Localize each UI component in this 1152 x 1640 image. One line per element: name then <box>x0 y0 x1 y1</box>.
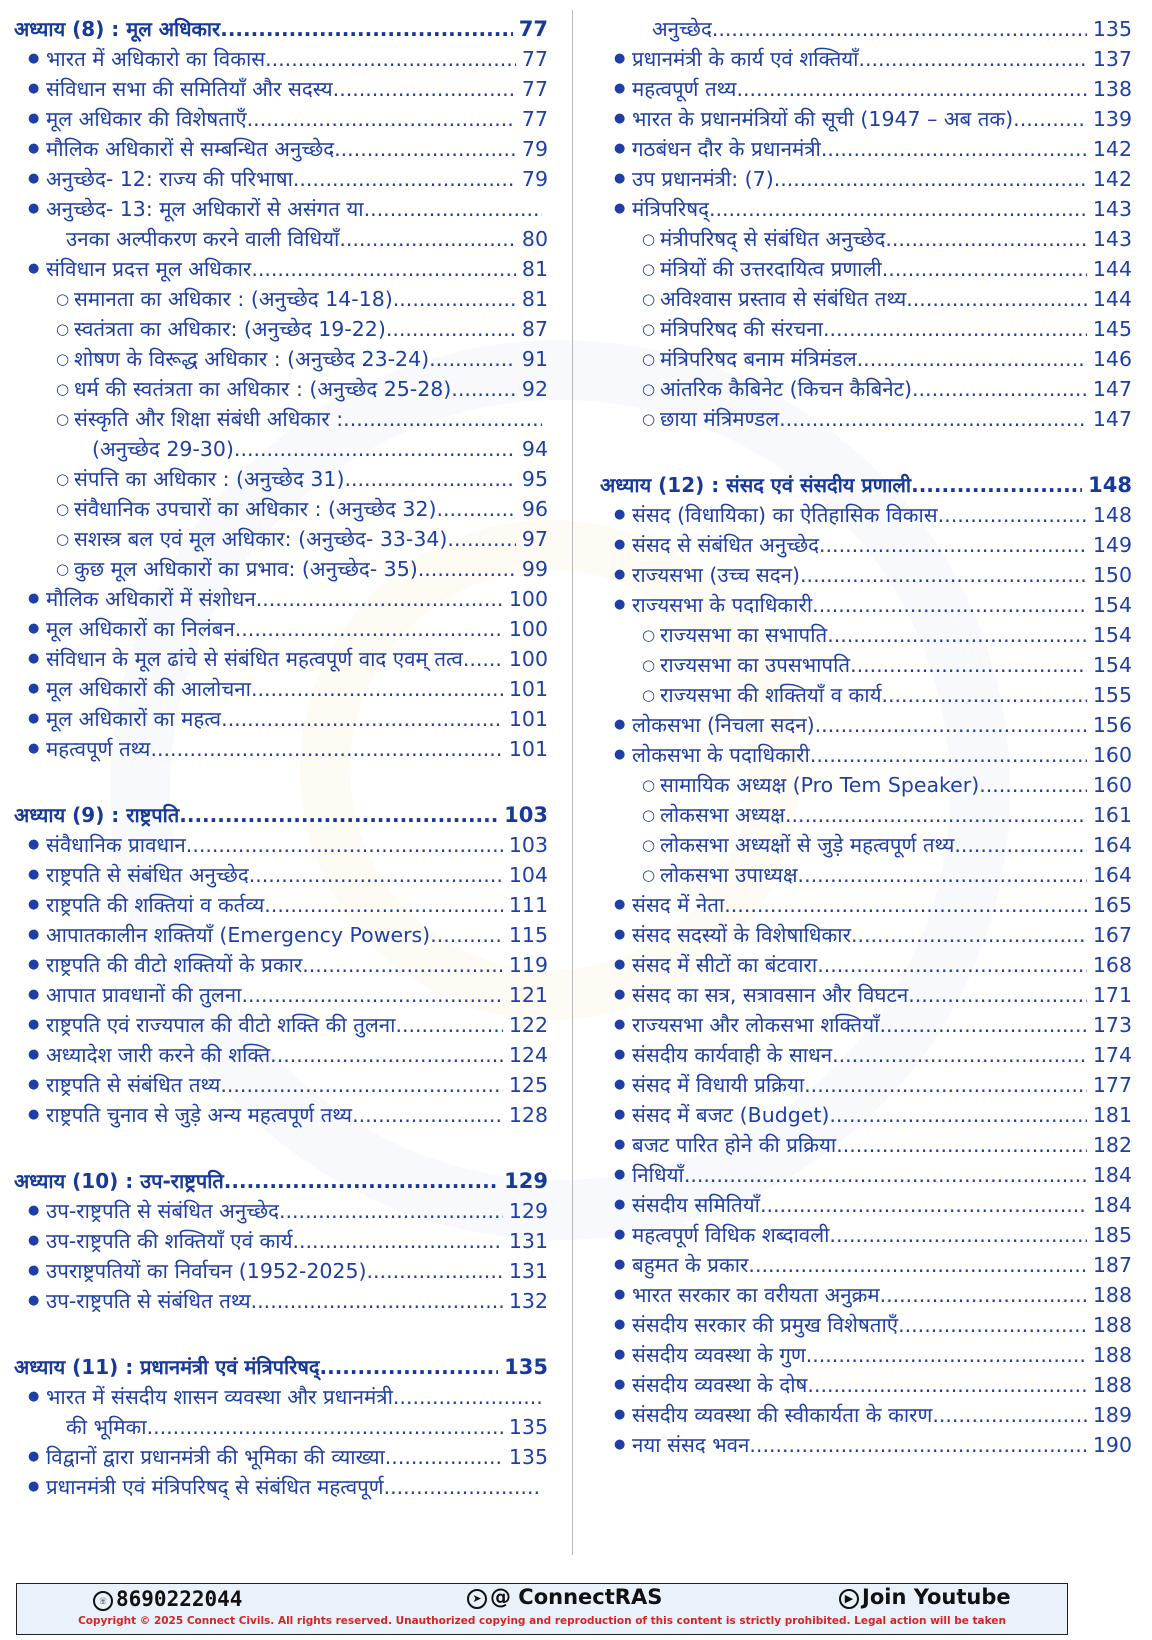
footer-bar <box>16 1583 1068 1635</box>
page-number: 187 <box>1092 1253 1132 1277</box>
page-number: 91 <box>521 347 548 371</box>
toc-entry[interactable] <box>14 614 548 644</box>
entry-title: ● महत्वपूर्ण विधिक शब्दावली ..... <box>632 1220 1087 1250</box>
page-number: 142 <box>1092 167 1132 191</box>
entry-title: ● राज्यसभा (उच्च सदन) ..... <box>632 560 1087 590</box>
page-number: 150 <box>1092 563 1132 587</box>
entry-title: ○ लोकसभा अध्यक्षों से जुड़े महत्वपूर्ण तथ्य ..... <box>660 830 1087 860</box>
entry-title: ○ सशस्त्र बल एवं मूल अधिकार: (अनुच्छेद- 33-34) ..... <box>74 524 516 554</box>
toc-entry[interactable] <box>600 164 1132 194</box>
toc-subentry[interactable] <box>14 404 548 434</box>
column-divider <box>572 10 573 1555</box>
page-number: 149 <box>1092 533 1132 557</box>
entry-title: ● संसदीय कार्यवाही के साधन ..... <box>632 1040 1087 1070</box>
toc-entry[interactable] <box>600 920 1132 950</box>
toc-entry[interactable] <box>600 1310 1132 1340</box>
section-gap <box>600 434 1132 470</box>
chapter-heading[interactable] <box>14 1166 548 1196</box>
toc-entry[interactable] <box>600 1370 1132 1400</box>
page-number: 184 <box>1092 1193 1132 1217</box>
toc-entry[interactable] <box>14 1196 548 1226</box>
entry-title: ● प्रधानमंत्री के कार्य एवं शक्तियाँ ..... <box>632 44 1087 74</box>
page-number: 190 <box>1092 1433 1132 1457</box>
toc-subentry[interactable] <box>600 770 1132 800</box>
page-number: 101 <box>508 707 548 731</box>
toc-entry[interactable] <box>14 980 548 1010</box>
entry-title: ○ राज्यसभा का सभापति ..... <box>660 620 1087 650</box>
page-number: 147 <box>1092 407 1132 431</box>
page-number: 154 <box>1092 653 1132 677</box>
entry-title: ● मूल अधिकारों का निलंबन ..... <box>46 614 503 644</box>
entry-title: ● उप-राष्ट्रपति से संबंधित अनुच्छेद ..... <box>46 1196 503 1226</box>
entry-title: ● उप-राष्ट्रपति से संबंधित तथ्य ..... <box>46 1286 503 1316</box>
page-number: 121 <box>508 983 548 1007</box>
toc-entry[interactable] <box>14 1100 548 1130</box>
toc-entry[interactable] <box>600 590 1132 620</box>
page-number: 155 <box>1092 683 1132 707</box>
toc-entry[interactable] <box>14 1256 548 1286</box>
section-gap <box>14 1316 548 1352</box>
entry-title: ● प्रधानमंत्री एवं मंत्रिपरिषद् से संबंधित महत्वपूर्ण ..... <box>46 1472 542 1502</box>
page-number: 79 <box>521 137 548 161</box>
entry-title: ● मूल अधिकार की विशेषताएँ ..... <box>46 104 516 134</box>
page-number: 148 <box>1088 473 1132 497</box>
footer-phone[interactable] <box>93 1587 242 1611</box>
page-number: 103 <box>504 803 548 827</box>
page-number: 167 <box>1092 923 1132 947</box>
entry-title: ○ धर्म की स्वतंत्रता का अधिकार : (अनुच्छेद 25-28) ..... <box>74 374 516 404</box>
toc-right-column <box>600 14 1132 1460</box>
entry-title: अध्याय (11) : प्रधानमंत्री एवं मंत्रिपरिषद् ..... <box>14 1352 498 1382</box>
page-number: 161 <box>1092 803 1132 827</box>
page-number: 77 <box>521 47 548 71</box>
toc-entry[interactable] <box>14 194 548 224</box>
copyright-notice: Copyright © 2025 Connect Civils. All rights reserved. Unauthorized copying and reproduction of this content is strictly prohibited. Legal action will be taken <box>78 1615 1006 1627</box>
page-number: 188 <box>1092 1313 1132 1337</box>
entry-title: ○ समानता का अधिकार : (अनुच्छेद 14-18) ..... <box>74 284 516 314</box>
page-number: 97 <box>521 527 548 551</box>
toc-subentry[interactable] <box>600 374 1132 404</box>
entry-title: ● बहुमत के प्रकार ..... <box>632 1250 1087 1280</box>
entry-title: ● उप-राष्ट्रपति की शक्तियाँ एवं कार्य ..... <box>46 1226 503 1256</box>
page-number: 164 <box>1092 833 1132 857</box>
entry-title: अध्याय (9) : राष्ट्रपति ..... <box>14 800 498 830</box>
youtube-icon: ▶ <box>839 1589 859 1609</box>
page-number: 160 <box>1092 773 1132 797</box>
entry-title: ● अध्यादेश जारी करने की शक्ति ..... <box>46 1040 503 1070</box>
page-number: 135 <box>508 1415 548 1439</box>
page-number: 125 <box>508 1073 548 1097</box>
toc-entry[interactable] <box>600 1070 1132 1100</box>
toc-subentry[interactable] <box>14 284 548 314</box>
toc-subentry[interactable] <box>14 314 548 344</box>
entry-title: ○ मंत्रियों की उत्तरदायित्व प्रणाली ..... <box>660 254 1087 284</box>
entry-title: ○ मंत्रिपरिषद बनाम मंत्रिमंडल ..... <box>660 344 1087 374</box>
toc-entry[interactable] <box>14 1040 548 1070</box>
page-number: 135 <box>1092 17 1132 41</box>
entry-title: ● राज्यसभा के पदाधिकारी ..... <box>632 590 1087 620</box>
entry-title: उनका अल्पीकरण करने वाली विधियाँ ..... <box>66 224 516 254</box>
toc-subentry[interactable] <box>14 374 548 404</box>
footer-youtube[interactable] <box>839 1585 1011 1609</box>
telegram-icon: ➤ <box>467 1589 487 1609</box>
entry-title: ○ शोषण के विरूद्ध अधिकार : (अनुच्छेद 23-24) ..... <box>74 344 516 374</box>
page-number: 131 <box>508 1229 548 1253</box>
page-number: 177 <box>1092 1073 1132 1097</box>
page-number: 189 <box>1092 1403 1132 1427</box>
page-number: 92 <box>521 377 548 401</box>
entry-title: ● भारत के प्रधानमंत्रियों की सूची (1947 – अब तक) ..... <box>632 104 1087 134</box>
phone-icon: ☏ <box>93 1591 113 1611</box>
entry-title: ○ छाया मंत्रिमण्डल ..... <box>660 404 1087 434</box>
chapter-heading[interactable] <box>14 14 548 44</box>
toc-subentry[interactable] <box>600 284 1132 314</box>
page-number: 173 <box>1092 1013 1132 1037</box>
page-number: 156 <box>1092 713 1132 737</box>
page-number: 100 <box>508 587 548 611</box>
entry-title: ● संसदीय व्यवस्था की स्वीकार्यता के कारण ..... <box>632 1400 1087 1430</box>
page-number: 154 <box>1092 623 1132 647</box>
page-number: 100 <box>508 617 548 641</box>
toc-entry[interactable] <box>14 44 548 74</box>
entry-title: अध्याय (10) : उप-राष्ट्रपति ..... <box>14 1166 498 1196</box>
toc-entry[interactable] <box>14 104 548 134</box>
toc-entry[interactable] <box>600 530 1132 560</box>
page-number: 80 <box>521 227 548 251</box>
entry-title: ○ मंत्रीपरिषद् से संबंधित अनुच्छेद ..... <box>660 224 1087 254</box>
toc-subentry[interactable] <box>600 224 1132 254</box>
page-number: 101 <box>508 677 548 701</box>
toc-subentry[interactable] <box>600 830 1132 860</box>
toc-entry[interactable] <box>600 1130 1132 1160</box>
toc-entry[interactable] <box>14 1472 548 1502</box>
entry-title: ● संवैधानिक प्रावधान ..... <box>46 830 503 860</box>
page-number: 188 <box>1092 1343 1132 1367</box>
toc-entry[interactable] <box>14 74 548 104</box>
toc-entry-continuation[interactable] <box>14 1412 548 1442</box>
toc-entry[interactable] <box>14 1286 548 1316</box>
page-number: 185 <box>1092 1223 1132 1247</box>
entry-title: ● बजट पारित होने की प्रक्रिया ..... <box>632 1130 1087 1160</box>
toc-subentry-continuation[interactable] <box>14 434 548 464</box>
toc-entry[interactable] <box>14 1010 548 1040</box>
page-number: 138 <box>1092 77 1132 101</box>
entry-title: ○ लोकसभा अध्यक्ष ..... <box>660 800 1087 830</box>
page-number: 94 <box>521 437 548 461</box>
page-number: 100 <box>508 647 548 671</box>
toc-entry[interactable] <box>600 980 1132 1010</box>
toc-subentry[interactable] <box>600 650 1132 680</box>
entry-title: ● लोकसभा के पदाधिकारी ..... <box>632 740 1087 770</box>
toc-entry[interactable] <box>14 164 548 194</box>
entry-title: ● संसद में नेता ..... <box>632 890 1087 920</box>
toc-subentry[interactable] <box>600 254 1132 284</box>
toc-entry[interactable] <box>14 890 548 920</box>
toc-entry[interactable] <box>600 74 1132 104</box>
page-number: 148 <box>1092 503 1132 527</box>
page-number: 122 <box>508 1013 548 1037</box>
entry-title: ○ कुछ मूल अधिकारों का प्रभाव: (अनुच्छेद- 35) ..... <box>74 554 516 584</box>
entry-title: ● गठबंधन दौर के प्रधानमंत्री ..... <box>632 134 1087 164</box>
toc-entry[interactable] <box>600 1010 1132 1040</box>
toc-subentry[interactable] <box>600 344 1132 374</box>
page-number: 81 <box>521 287 548 311</box>
entry-title: ● राष्ट्रपति एवं राज्यपाल की वीटो शक्ति की तुलना ..... <box>46 1010 503 1040</box>
toc-entry[interactable] <box>14 644 548 674</box>
entry-title: ● उप प्रधानमंत्री: (7) ..... <box>632 164 1087 194</box>
entry-title: ○ संस्कृति और शिक्षा संबंधी अधिकार : ..... <box>74 404 542 434</box>
toc-entry[interactable] <box>600 104 1132 134</box>
entry-title: ● राष्ट्रपति से संबंधित तथ्य ..... <box>46 1070 503 1100</box>
entry-title: ● संसद से संबंधित अनुच्छेद ..... <box>632 530 1087 560</box>
toc-entry[interactable] <box>600 1190 1132 1220</box>
entry-title: ● राष्ट्रपति चुनाव से जुड़े अन्य महत्वपूर्ण तथ्य ..... <box>46 1100 503 1130</box>
entry-title: अध्याय (12) : संसद एवं संसदीय प्रणाली ..... <box>600 470 1082 500</box>
toc-entry[interactable] <box>600 1100 1132 1130</box>
toc-entry[interactable] <box>14 950 548 980</box>
page-number: 188 <box>1092 1283 1132 1307</box>
toc-entry[interactable] <box>600 134 1132 164</box>
toc-entry[interactable] <box>600 194 1132 224</box>
page-number: 131 <box>508 1259 548 1283</box>
page-number: 182 <box>1092 1133 1132 1157</box>
entry-title: ● निधियाँ ..... <box>632 1160 1087 1190</box>
toc-entry[interactable] <box>600 1340 1132 1370</box>
page-number: 87 <box>521 317 548 341</box>
entry-title: ○ संवैधानिक उपचारों का अधिकार : (अनुच्छेद 32) ..... <box>74 494 516 524</box>
page-number: 143 <box>1092 197 1132 221</box>
entry-title: ● संसद में बजट (Budget) ..... <box>632 1100 1087 1130</box>
entry-title: (अनुच्छेद 29-30) ..... <box>92 434 516 464</box>
entry-title: ● राष्ट्रपति की शक्तियां व कर्तव्य ..... <box>46 890 503 920</box>
page-number: 115 <box>508 923 548 947</box>
toc-entry[interactable] <box>14 704 548 734</box>
page-number: 145 <box>1092 317 1132 341</box>
page-number: 104 <box>508 863 548 887</box>
entry-title: ● अनुच्छेद- 13: मूल अधिकारों से असंगत या ..... <box>46 194 542 224</box>
toc-entry[interactable] <box>14 830 548 860</box>
toc-subentry[interactable] <box>14 554 548 584</box>
page-number: 129 <box>504 1169 548 1193</box>
page-number: 164 <box>1092 863 1132 887</box>
toc-entry[interactable] <box>600 1400 1132 1430</box>
toc-entry[interactable] <box>600 1220 1132 1250</box>
page-number: 154 <box>1092 593 1132 617</box>
section-gap <box>14 764 548 800</box>
toc-entry[interactable] <box>600 1040 1132 1070</box>
page-number: 132 <box>508 1289 548 1313</box>
section-gap <box>14 1130 548 1166</box>
entry-title: ○ अविश्वास प्रस्ताव से संबंधित तथ्य ..... <box>660 284 1087 314</box>
toc-subentry[interactable] <box>14 494 548 524</box>
toc-subentry[interactable] <box>14 344 548 374</box>
page-number: 188 <box>1092 1373 1132 1397</box>
toc-entry[interactable] <box>14 1382 548 1412</box>
chapter-heading[interactable] <box>14 1352 548 1382</box>
toc-entry[interactable] <box>14 1070 548 1100</box>
chapter-heading[interactable] <box>600 470 1132 500</box>
page-number: 142 <box>1092 137 1132 161</box>
entry-title: ● मूल अधिकारों की आलोचना ..... <box>46 674 503 704</box>
entry-title: ● संसद का सत्र, सत्रावसान और विघटन ..... <box>632 980 1087 1010</box>
entry-title: ● मौलिक अधिकारों में संशोधन ..... <box>46 584 503 614</box>
page-number: 96 <box>521 497 548 521</box>
entry-title: ● राज्यसभा और लोकसभा शक्तियाँ ..... <box>632 1010 1087 1040</box>
entry-title: ○ आंतरिक कैबिनेट (किचन कैबिनेट) ..... <box>660 374 1087 404</box>
toc-entry[interactable] <box>600 740 1132 770</box>
toc-entry[interactable] <box>14 254 548 284</box>
entry-title: ● भारत सरकार का वरीयता अनुक्रम ..... <box>632 1280 1087 1310</box>
toc-subentry[interactable] <box>600 314 1132 344</box>
entry-title: ● नया संसद भवन ..... <box>632 1430 1087 1460</box>
toc-entry[interactable] <box>600 500 1132 530</box>
entry-title: ● संसद में सीटों का बंटवारा ..... <box>632 950 1087 980</box>
toc-entry[interactable] <box>14 674 548 704</box>
page-number: 165 <box>1092 893 1132 917</box>
footer-telegram[interactable] <box>467 1585 662 1609</box>
entry-title: ○ स्वतंत्रता का अधिकार: (अनुच्छेद 19-22) ..... <box>74 314 516 344</box>
page-number: 129 <box>508 1199 548 1223</box>
toc-entry[interactable] <box>600 1430 1132 1460</box>
entry-title: अनुच्छेद ..... <box>652 14 1087 44</box>
entry-title: ● संसद में विधायी प्रक्रिया ..... <box>632 1070 1087 1100</box>
entry-title: ● संसदीय व्यवस्था के गुण ..... <box>632 1340 1087 1370</box>
entry-title: ● संविधान सभा की समितियाँ और सदस्य ..... <box>46 74 516 104</box>
toc-entry[interactable] <box>600 560 1132 590</box>
toc-subentry[interactable] <box>14 464 548 494</box>
entry-title: ● संविधान प्रदत्त मूल अधिकार ..... <box>46 254 516 284</box>
toc-subentry[interactable] <box>600 404 1132 434</box>
page-number: 124 <box>508 1043 548 1067</box>
entry-title: ● विद्वानों द्वारा प्रधानमंत्री की भूमिका की व्याख्या ..... <box>46 1442 503 1472</box>
phone-number: 8690222044 <box>116 1587 243 1611</box>
page-number: 77 <box>518 17 548 41</box>
entry-title: ● अनुच्छेद- 12: राज्य की परिभाषा ..... <box>46 164 516 194</box>
toc-entry[interactable] <box>600 710 1132 740</box>
toc-entry[interactable] <box>600 1280 1132 1310</box>
page-number: 143 <box>1092 227 1132 251</box>
toc-entry[interactable] <box>14 734 548 764</box>
entry-title: ● राष्ट्रपति से संबंधित अनुच्छेद ..... <box>46 860 503 890</box>
entry-title: ● आपात प्रावधानों की तुलना ..... <box>46 980 503 1010</box>
entry-title: ● संसद (विधायिका) का ऐतिहासिक विकास ..... <box>632 500 1087 530</box>
entry-title: ○ राज्यसभा का उपसभापति ..... <box>660 650 1087 680</box>
page-number: 101 <box>508 737 548 761</box>
chapter-heading[interactable] <box>14 800 548 830</box>
page-number: 103 <box>508 833 548 857</box>
entry-title: ○ मंत्रिपरिषद की संरचना ..... <box>660 314 1087 344</box>
entry-title: ○ लोकसभा उपाध्यक्ष ..... <box>660 860 1087 890</box>
entry-title: ● मौलिक अधिकारों से सम्बन्धित अनुच्छेद ..... <box>46 134 516 164</box>
page-number: 81 <box>521 257 548 281</box>
toc-left-column <box>14 14 548 1502</box>
page-number: 174 <box>1092 1043 1132 1067</box>
page-number: 144 <box>1092 287 1132 311</box>
toc-entry[interactable] <box>14 584 548 614</box>
toc-entry[interactable] <box>14 1442 548 1472</box>
page-number: 99 <box>521 557 548 581</box>
page-number: 111 <box>508 893 548 917</box>
entry-title: ● राष्ट्रपति की वीटो शक्तियों के प्रकार ..... <box>46 950 503 980</box>
page-number: 95 <box>521 467 548 491</box>
entry-title: ○ सामायिक अध्यक्ष (Pro Tem Speaker) ..... <box>660 770 1087 800</box>
page-number: 146 <box>1092 347 1132 371</box>
entry-title: ○ संपत्ति का अधिकार : (अनुच्छेद 31) ..... <box>74 464 516 494</box>
entry-title: ● उपराष्ट्रपतियों का निर्वाचन (1952-2025) ..... <box>46 1256 503 1286</box>
toc-subentry[interactable] <box>600 620 1132 650</box>
toc-entry[interactable] <box>600 44 1132 74</box>
entry-title: ● आपातकालीन शक्तियाँ (Emergency Powers) ..... <box>46 920 503 950</box>
page-number: 181 <box>1092 1103 1132 1127</box>
page-number: 184 <box>1092 1163 1132 1187</box>
toc-entry[interactable] <box>14 920 548 950</box>
entry-title: ● भारत में संसदीय शासन व्यवस्था और प्रधानमंत्री ..... <box>46 1382 542 1412</box>
toc-subentry[interactable] <box>600 860 1132 890</box>
toc-entry[interactable] <box>600 950 1132 980</box>
page-number: 128 <box>508 1103 548 1127</box>
entry-title: ● संसदीय व्यवस्था के दोष ..... <box>632 1370 1087 1400</box>
entry-title: ● संसदीय सरकार की प्रमुख विशेषताएँ ..... <box>632 1310 1087 1340</box>
toc-subentry[interactable] <box>600 680 1132 710</box>
entry-title: ● संविधान के मूल ढांचे से संबंधित महत्वपूर्ण वाद एवम् तत्व ..... <box>46 644 503 674</box>
toc-entry[interactable] <box>14 1226 548 1256</box>
entry-title: की भूमिका ..... <box>66 1412 503 1442</box>
toc-entry[interactable] <box>14 134 548 164</box>
page-number: 135 <box>504 1355 548 1379</box>
entry-title: ● संसद सदस्यों के विशेषाधिकार ..... <box>632 920 1087 950</box>
page-number: 77 <box>521 107 548 131</box>
entry-title: अध्याय (8) : मूल अधिकार ..... <box>14 14 513 44</box>
toc-entry-continuation[interactable] <box>14 224 548 254</box>
page-number: 168 <box>1092 953 1132 977</box>
entry-title: ● लोकसभा (निचला सदन) ..... <box>632 710 1087 740</box>
page-number: 160 <box>1092 743 1132 767</box>
entry-title: ● भारत में अधिकारो का विकास ..... <box>46 44 516 74</box>
toc-entry[interactable] <box>600 1160 1132 1190</box>
entry-title: ● महत्वपूर्ण तथ्य ..... <box>46 734 503 764</box>
page-number: 135 <box>508 1445 548 1469</box>
entry-title: ● संसदीय समितियाँ ..... <box>632 1190 1087 1220</box>
entry-title: ● मंत्रिपरिषद् ..... <box>632 194 1087 224</box>
page-number: 171 <box>1092 983 1132 1007</box>
entry-title: ● मूल अधिकारों का महत्व ..... <box>46 704 503 734</box>
page-number: 77 <box>521 77 548 101</box>
page-number: 137 <box>1092 47 1132 71</box>
toc-entry-continuation[interactable] <box>600 14 1132 44</box>
page-number: 79 <box>521 167 548 191</box>
page-number: 144 <box>1092 257 1132 281</box>
toc-subentry[interactable] <box>600 800 1132 830</box>
page-number: 119 <box>508 953 548 977</box>
toc-entry[interactable] <box>600 890 1132 920</box>
entry-title: ○ राज्यसभा की शक्तियाँ व कार्य ..... <box>660 680 1087 710</box>
toc-entry[interactable] <box>600 1250 1132 1280</box>
page-number: 147 <box>1092 377 1132 401</box>
youtube-label: Join Youtube <box>862 1585 1011 1609</box>
telegram-handle: @ ConnectRAS <box>490 1585 663 1609</box>
toc-entry[interactable] <box>14 860 548 890</box>
toc-subentry[interactable] <box>14 524 548 554</box>
entry-title: ● महत्वपूर्ण तथ्य ..... <box>632 74 1087 104</box>
page-number: 139 <box>1092 107 1132 131</box>
